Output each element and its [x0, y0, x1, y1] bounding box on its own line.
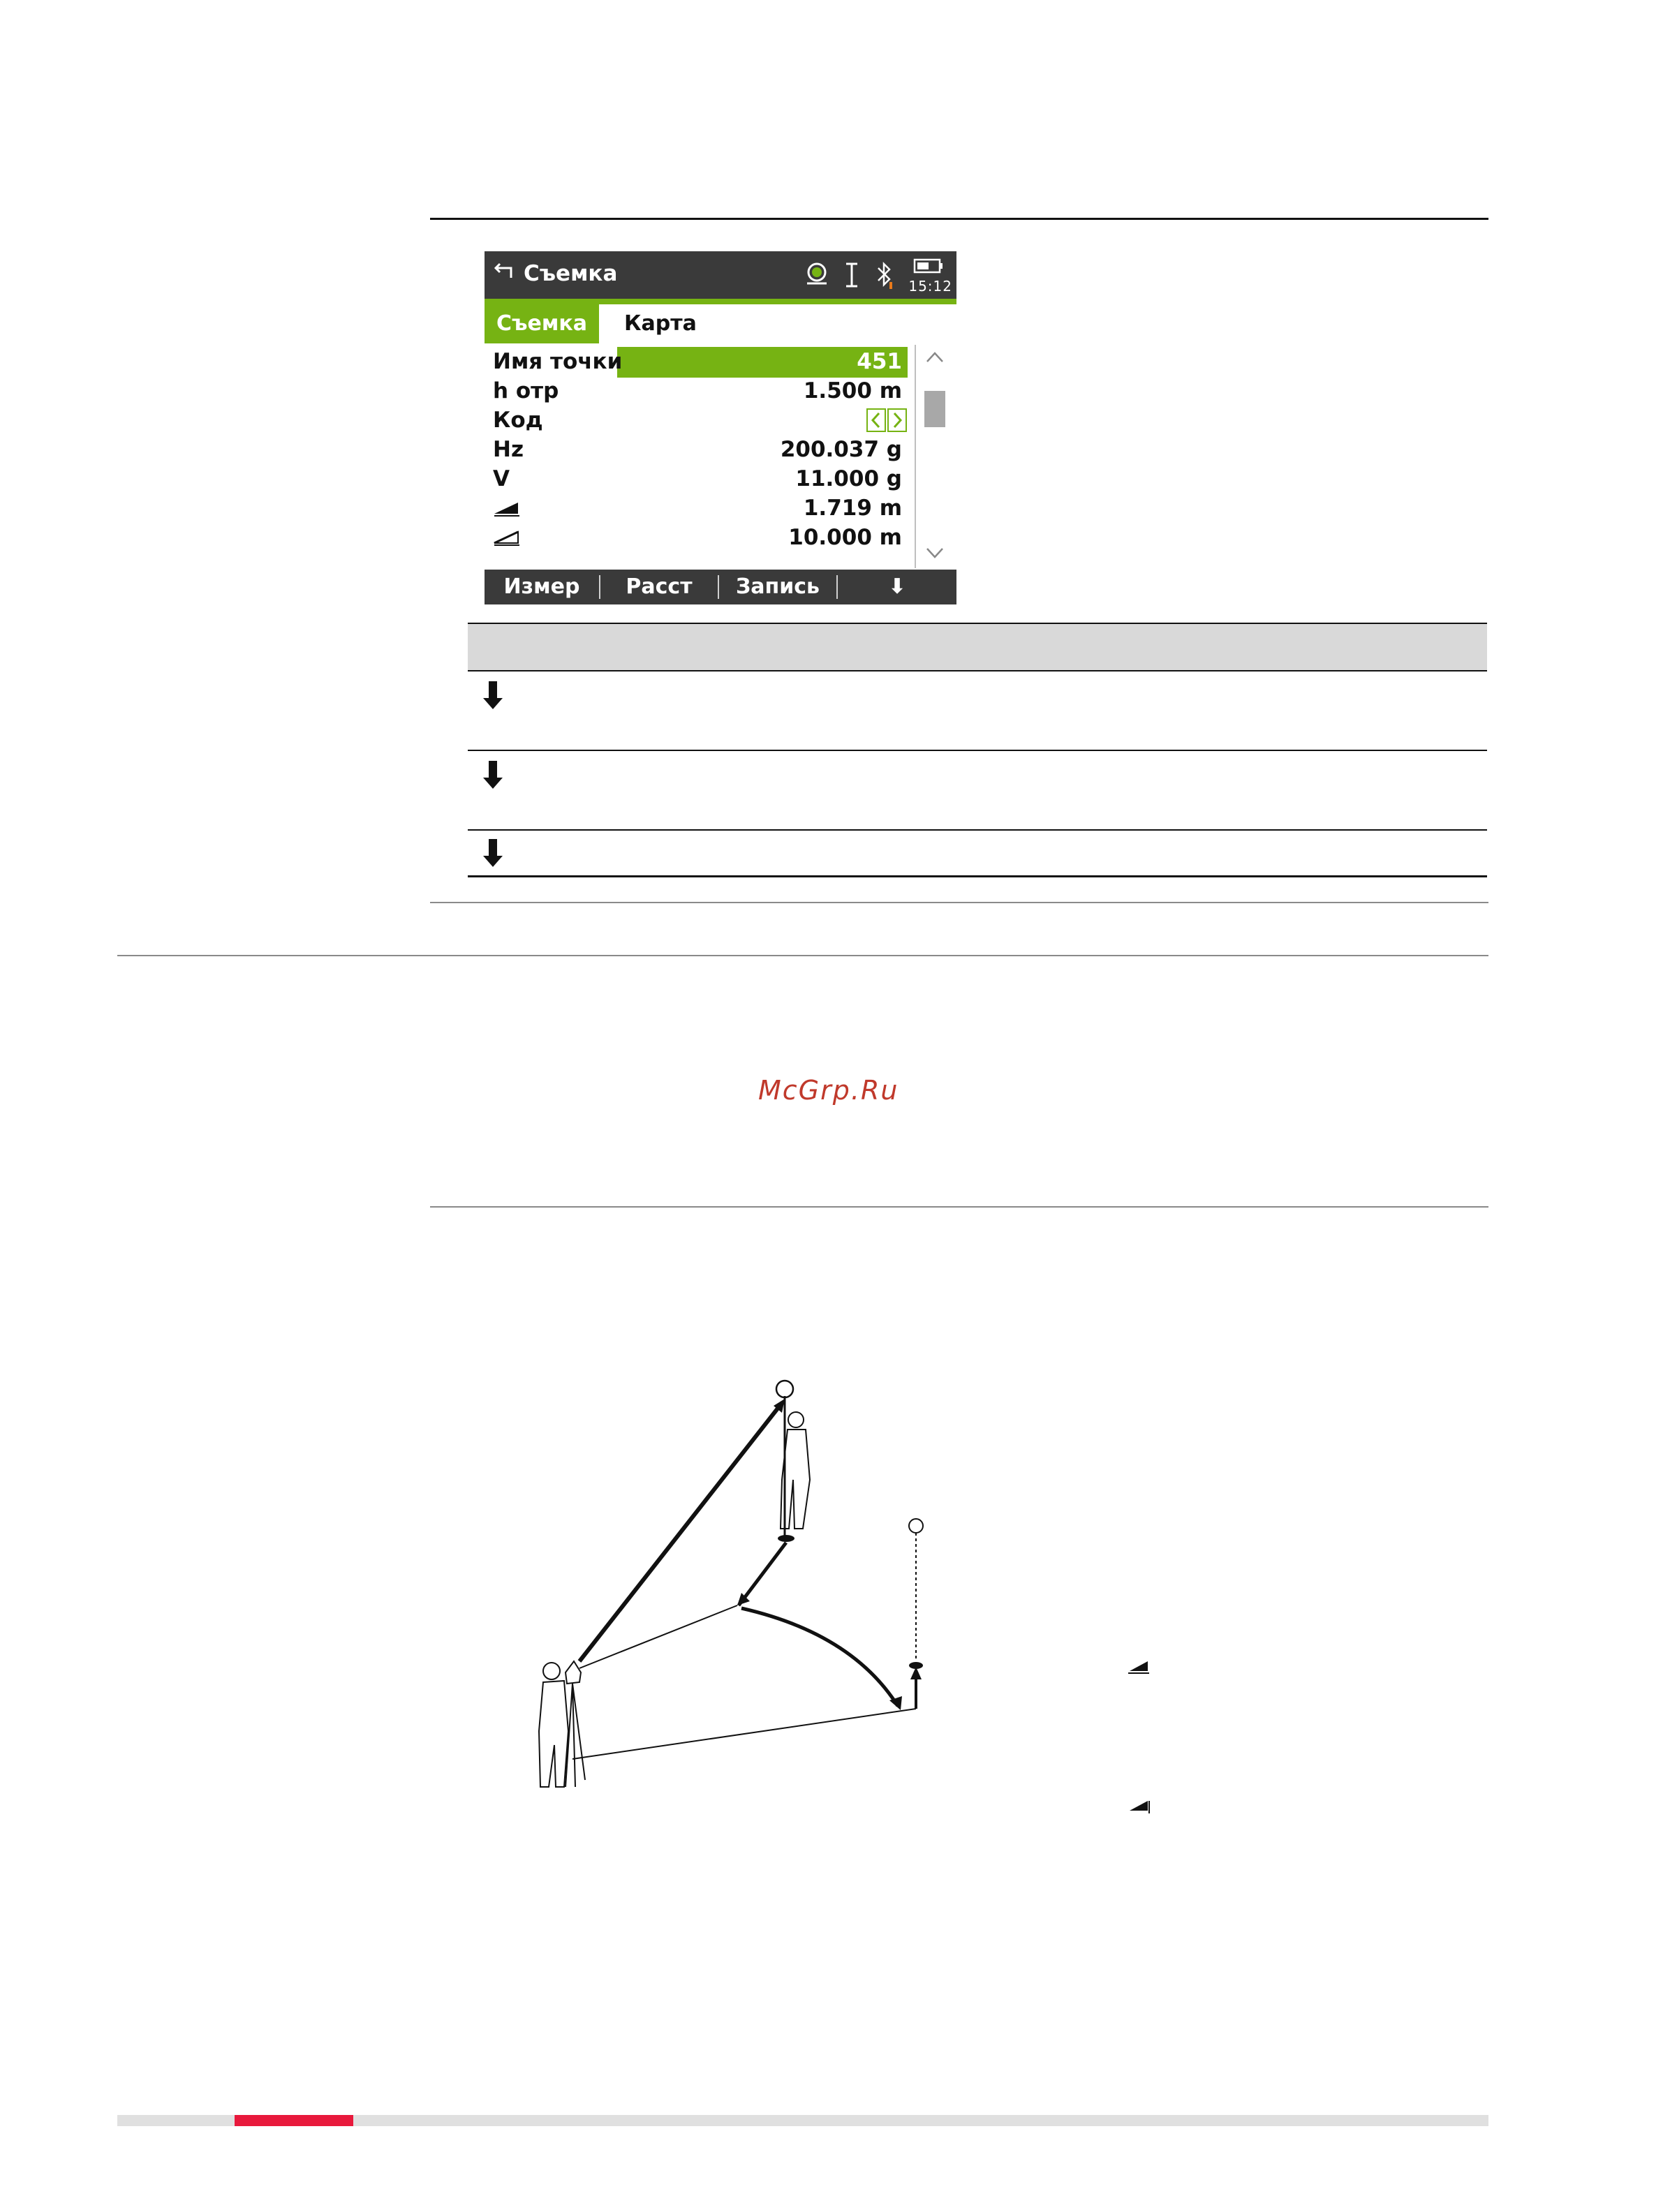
page-divider: [117, 955, 1488, 956]
device-screen: [485, 251, 956, 604]
clock: 15:12: [908, 278, 952, 295]
code-chooser-icon[interactable]: [866, 408, 908, 433]
section-top-rule: [430, 218, 1488, 220]
down-arrow-icon: [482, 839, 504, 868]
survey-illustration: [489, 1368, 1187, 1843]
field-value-hz: 200.037 g: [780, 437, 902, 462]
softkey-bar: [485, 570, 956, 604]
prism-icon: [803, 260, 831, 288]
scroll-down-icon[interactable]: [924, 544, 945, 561]
table-row-rule: [468, 829, 1487, 831]
distance-button[interactable]: Расст: [626, 574, 693, 599]
screen-title: Съемка: [524, 261, 618, 286]
battery-icon: [913, 257, 944, 275]
section-divider: [430, 902, 1488, 903]
field-label-code: Код: [493, 408, 543, 433]
table-bottom-rule: [468, 875, 1487, 877]
down-arrow-icon: [482, 761, 504, 790]
page-down-button[interactable]: ⬇: [888, 574, 906, 599]
scroll-up-icon[interactable]: [924, 349, 945, 366]
footer-accent: [235, 2115, 353, 2126]
measure-button[interactable]: Измер: [503, 574, 580, 599]
field-value-v: 11.000 g: [795, 466, 902, 491]
tab-survey[interactable]: Съемка: [485, 304, 599, 343]
down-arrow-icon: [482, 681, 504, 711]
field-value-point-id[interactable]: 451: [857, 349, 902, 374]
scroll-thumb[interactable]: [924, 391, 945, 427]
field-label-hz: Hz: [493, 437, 524, 462]
field-label-point-id: Имя точки: [493, 349, 623, 374]
field-value-hdist: 1.719 m: [803, 496, 902, 521]
bluetooth-icon: [874, 261, 895, 290]
field-value-reflector-height[interactable]: 1.500 m: [803, 378, 902, 403]
slope-distance-icon: [493, 529, 521, 546]
back-arrow-icon[interactable]: [493, 260, 514, 281]
field-label-reflector-height: h отр: [493, 378, 559, 403]
section-divider: [430, 1206, 1488, 1208]
tab-accent-line: [485, 299, 956, 304]
table-row-rule: [468, 750, 1487, 751]
field-label-v: V: [493, 466, 510, 491]
cursor-icon: [843, 261, 860, 289]
title-bar: [485, 251, 956, 299]
record-button[interactable]: Запись: [735, 574, 820, 599]
tab-map[interactable]: Карта: [624, 311, 697, 336]
table-header-rule: [468, 670, 1487, 671]
table-header: [468, 624, 1487, 670]
scrollbar[interactable]: [915, 345, 954, 568]
field-value-sdist: 10.000 m: [788, 525, 902, 550]
watermark: McGrp.Ru: [758, 1075, 899, 1106]
horizontal-distance-icon: [493, 500, 521, 517]
